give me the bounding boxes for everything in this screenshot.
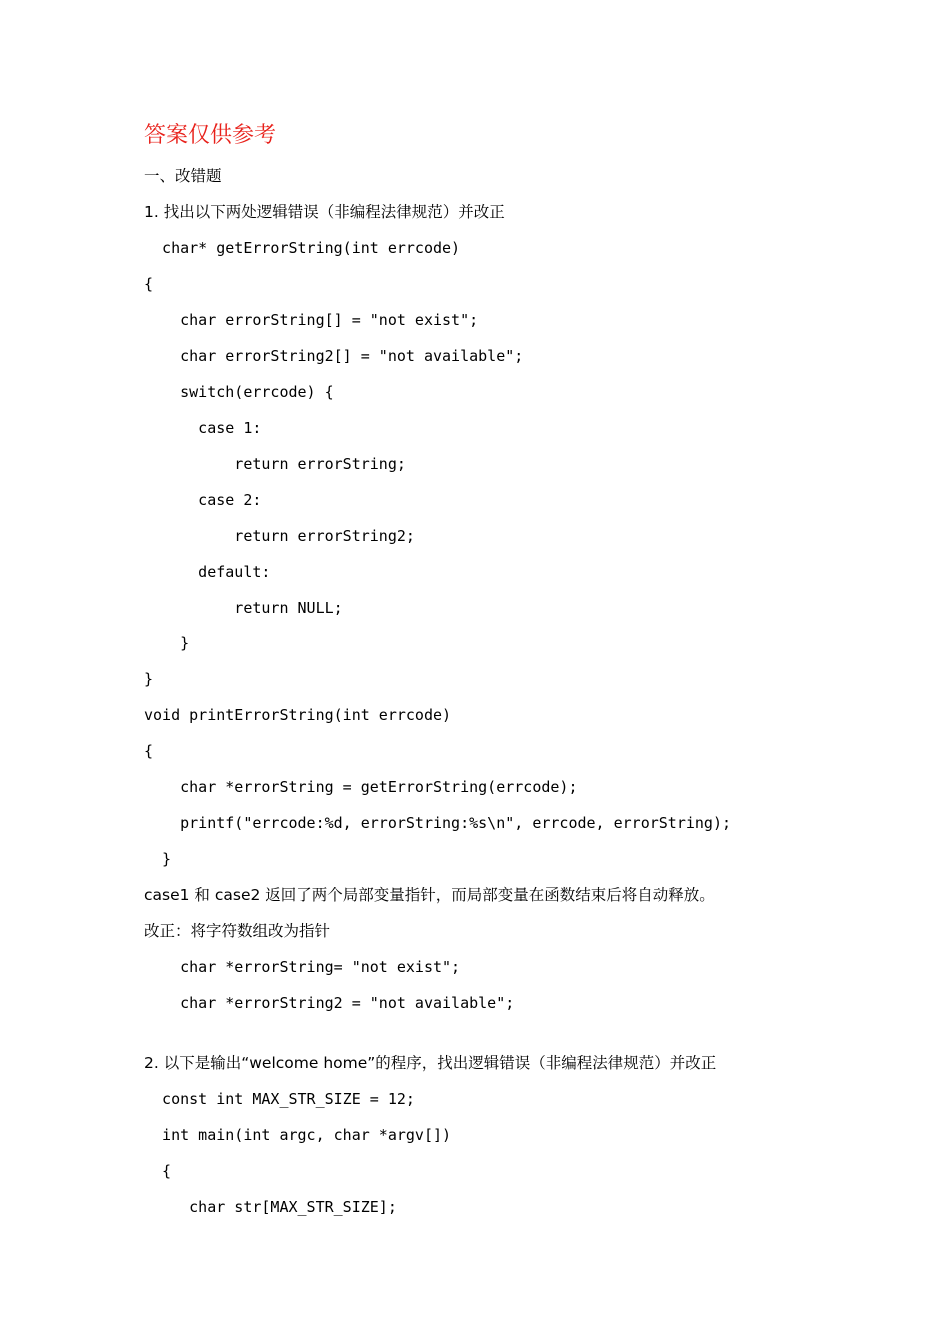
fix-code-line: char *errorString2 = "not available"; [144, 994, 515, 1012]
code-line: int main(int argc, char *argv[]) [144, 1126, 452, 1144]
code-line: char str[MAX_STR_SIZE]; [144, 1198, 397, 1216]
code-line: } [144, 670, 154, 688]
code-line: return NULL; [144, 599, 343, 617]
code-line: return errorString; [144, 455, 406, 473]
question-2-prompt: 2. 以下是输出“welcome home”的程序，找出逻辑错误（非编程法律规范）并改正 [144, 1054, 717, 1072]
answer-disclaimer-title: 答案仅供参考 [144, 123, 277, 148]
code-line: case 2: [144, 491, 262, 509]
code-line: case 1: [144, 419, 262, 437]
question-1-prompt: 1. 找出以下两处逻辑错误（非编程法律规范）并改正 [144, 203, 505, 221]
code-line: char *errorString = getErrorString(errcode); [144, 778, 578, 796]
section-heading: 一、改错题 [144, 167, 222, 185]
question-1-explanation: case1 和 case2 返回了两个局部变量指针，而局部变量在函数结束后将自动释放。 [144, 886, 715, 904]
code-line: } [144, 634, 190, 652]
code-line: { [144, 275, 154, 293]
code-line: } [144, 850, 172, 868]
code-line: char errorString[] = "not exist"; [144, 311, 479, 329]
code-line: { [144, 742, 154, 760]
code-line: switch(errcode) { [144, 383, 334, 401]
code-line: const int MAX_STR_SIZE = 12; [144, 1090, 415, 1108]
code-line: char errorString2[] = "not available"; [144, 347, 524, 365]
fix-code-line: char *errorString= "not exist"; [144, 958, 461, 976]
code-line: default: [144, 563, 271, 581]
code-line: { [144, 1162, 172, 1180]
code-line: printf("errcode:%d, errorString:%s\n", errcode, errorString); [144, 814, 731, 832]
code-line: void printErrorString(int errcode) [144, 706, 452, 724]
question-1-fix-label: 改正：将字符数组改为指针 [144, 922, 331, 940]
code-line: char* getErrorString(int errcode) [144, 239, 461, 257]
code-line: return errorString2; [144, 527, 415, 545]
